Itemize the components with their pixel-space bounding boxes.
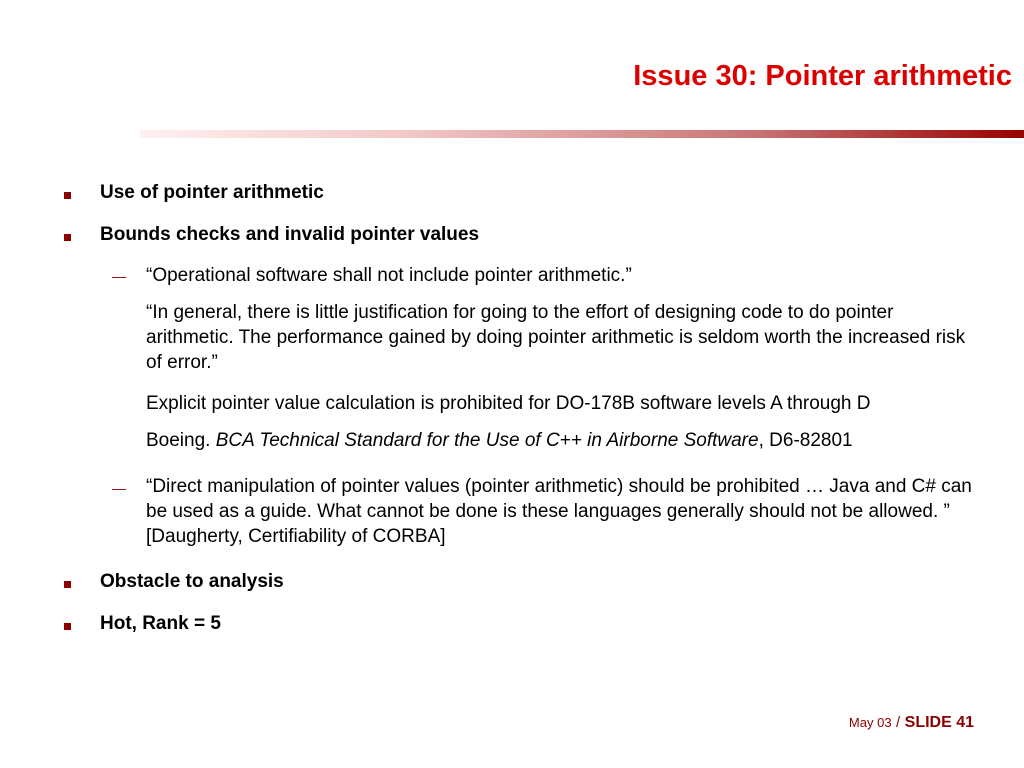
boeing-reference-prefix: Boeing.	[146, 430, 216, 451]
boeing-reference	[146, 428, 976, 453]
explicit-pointer-statement: Explicit pointer value calculation is prohibited for DO-178B software levels A through D	[146, 393, 871, 414]
footer-date: May 03	[848, 715, 892, 730]
bullet-square-icon	[64, 192, 71, 199]
bullet-bounds-checks: Bounds checks and invalid pointer values	[100, 224, 480, 245]
footer-slide-number: SLIDE 41	[904, 714, 974, 731]
slide-footer	[849, 714, 974, 732]
dash-bullet-icon: —	[112, 480, 126, 496]
title-underline-bar	[140, 130, 1024, 138]
quote-in-general: “In general, there is little justification for going to the effort of designing code to do pointer arithmetic. The performance gained by doing pointer arithmetic is seldom worth the increased risk of error.”	[146, 302, 966, 373]
boeing-reference-title: BCA Technical Standard for the Use of C++ in Airborne Software	[215, 430, 759, 451]
bullet-hot-rank: Hot, Rank = 5	[100, 613, 221, 634]
footer-separator: /	[896, 714, 901, 731]
slide-title: Issue 30: Pointer arithmetic	[633, 60, 1012, 92]
boeing-reference-suffix: , D6-82801	[758, 430, 853, 451]
bullet-square-icon	[64, 234, 71, 241]
bullet-use-of-pointer-arithmetic: Use of pointer arithmetic	[100, 182, 324, 203]
quote-direct-manipulation: “Direct manipulation of pointer values (pointer arithmetic) should be prohibited … Java and C# can be used as a guide. What cannot be done is these languages generally should not be allowed. ” [Daugherty, Certifiability of CORBA]	[146, 476, 972, 547]
bullet-square-icon	[64, 623, 71, 630]
bullet-obstacle-to-analysis: Obstacle to analysis	[100, 571, 284, 592]
dash-bullet-icon: —	[112, 268, 126, 284]
bullet-square-icon	[64, 581, 71, 588]
quote-operational-software: “Operational software shall not include pointer arithmetic.”	[146, 265, 632, 286]
